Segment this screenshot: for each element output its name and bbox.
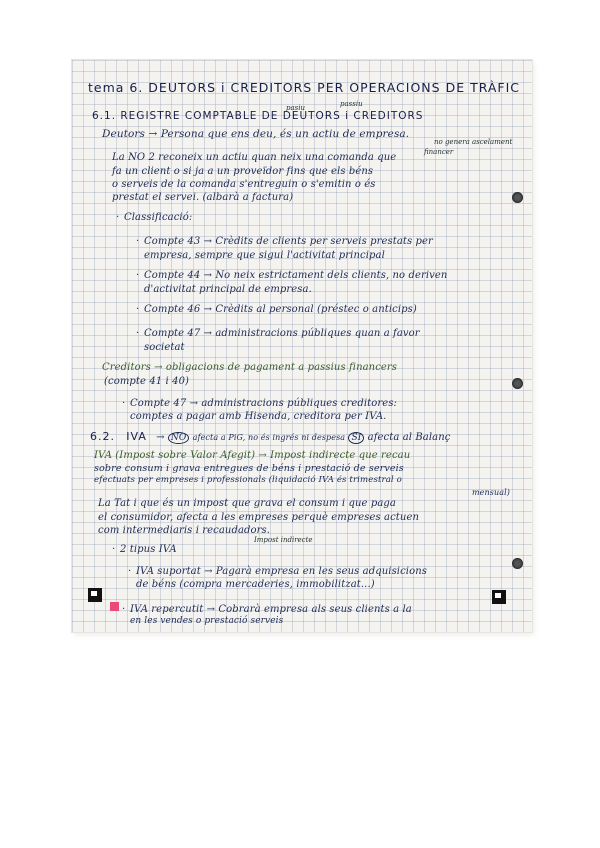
text-line: · Classificació:: [116, 212, 193, 223]
text-line: (compte 41 i 40): [104, 376, 190, 387]
text-line: sobre consum i grava entregues de béns i prestació de serveis: [94, 463, 404, 474]
text-line: La NO 2 reconeix un actiu quan neix una comanda que: [112, 152, 397, 163]
section-heading-6-1: 6.1. REGISTRE COMPTABLE DE DEUTORS i CREDITORS: [92, 110, 424, 122]
scan-marker-right-icon: [492, 590, 506, 604]
note-no-genera: no genera ascelament: [434, 138, 513, 146]
pink-marker-icon: [110, 602, 119, 611]
punch-hole-top: [512, 192, 523, 203]
punch-hole-middle: [512, 378, 523, 389]
text-line: fa un client o si ja a un proveïdor fins que els béns: [112, 166, 374, 177]
text-line: com intermediaris i recaudadors.: [98, 525, 271, 536]
note-financer: financer: [424, 148, 454, 156]
text-line: o serveis de la comanda s'entreguin o s'emitin o és: [112, 179, 376, 190]
text-line: Deutors → Persona que ens deu, és un actiu de empresa.: [102, 128, 410, 140]
text-line: Creditors → obligacions de pagament a passius financers: [102, 362, 398, 373]
note-pasiu: pasiu: [286, 104, 305, 112]
text-line: d'activitat principal de empresa.: [144, 284, 312, 295]
text-line: · 2 tipus IVA: [112, 544, 177, 555]
text-line: el consumidor, afecta a les empreses perquè empreses actuen: [98, 512, 420, 523]
text-line: · Compte 46 → Crèdits al personal (préstec o anticips): [136, 304, 417, 315]
section-heading-6-2: 6.2. IVA → NO afecta a PiG, no és ingrés ni despesa SI afecta al Balanç: [90, 430, 451, 443]
text-line: · Compte 44 → No neix estrictament dels clients, no deriven: [136, 270, 448, 281]
text-line: de béns (compra mercaderies, immobilitzat...): [136, 579, 375, 590]
text-line: prestat el servei. (albarà a factura): [112, 192, 294, 203]
note-passiu: passiu: [340, 100, 363, 108]
punch-hole-bottom: [512, 558, 523, 569]
text-line: empresa, sempre que sigui l'activitat principal: [144, 250, 385, 261]
text-line: societat: [144, 342, 185, 353]
note-impost-indirecte: Impost indirecte: [254, 536, 313, 544]
text-line: en les vendes o prestació serveis: [130, 616, 284, 626]
text-line: · IVA suportat → Pagarà empresa en les seus adquisicions: [128, 566, 427, 577]
text-line: mensual): [472, 488, 510, 497]
text-line: comptes a pagar amb Hisenda, creditora per IVA.: [130, 411, 387, 422]
text-line: · IVA repercutit → Cobrarà empresa als seus clients a la: [122, 604, 412, 615]
notebook-page: [72, 60, 532, 632]
text-line: efectuats per empreses i professionals (liquidació IVA és trimestral o: [94, 475, 402, 485]
scan-marker-left-icon: [88, 588, 102, 602]
text-line: IVA (Impost sobre Valor Afegit) → Impost indirecte que recau: [94, 450, 411, 461]
text-line: · Compte 47 → administracions públiques quan a favor: [136, 328, 420, 339]
text-line: · Compte 47 → administracions públiques creditores:: [122, 398, 398, 409]
text-line: La Tat i que és un impost que grava el consum i que paga: [98, 498, 396, 509]
page-title: tema 6. DEUTORS i CREDITORS PER OPERACIONS DE TRÀFIC: [88, 80, 521, 95]
text-line: · Compte 43 → Crèdits de clients per serveis prestats per: [136, 236, 433, 247]
